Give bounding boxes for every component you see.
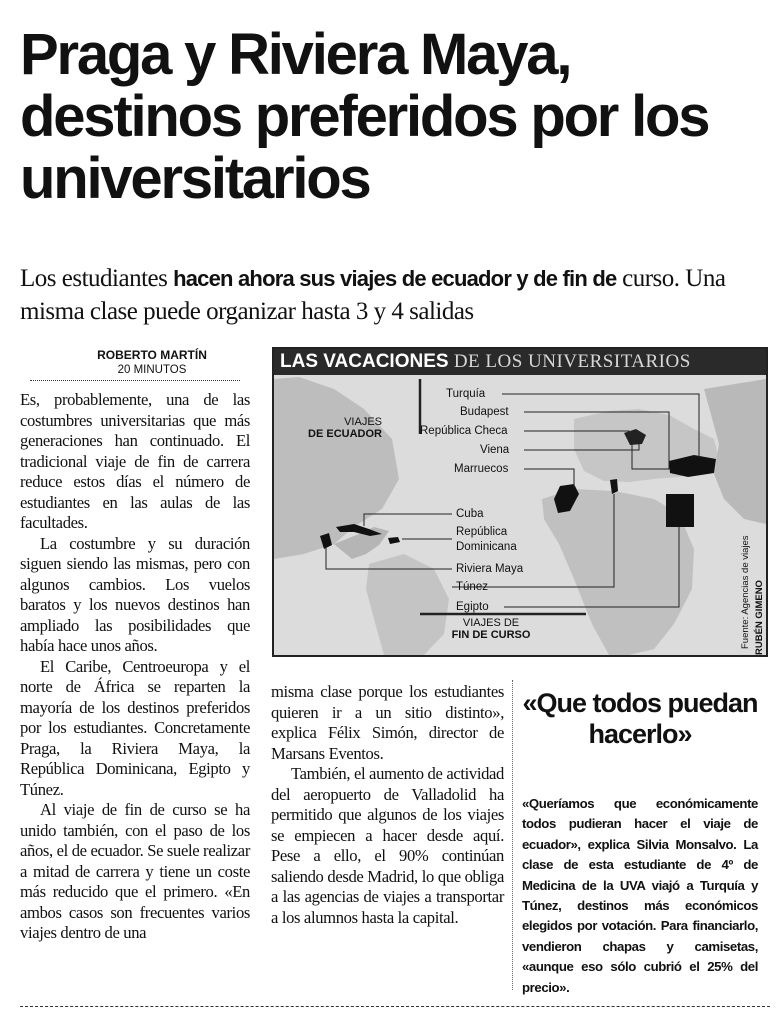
map-egypt — [666, 494, 694, 527]
byline-outlet: 20 MINUTOS — [117, 364, 187, 376]
subhead-part1: Los estudiantes — [20, 265, 174, 292]
destination-label: Cuba — [456, 508, 484, 520]
leader-marruecos — [524, 469, 574, 487]
map-dominican-republic — [388, 537, 400, 544]
source-note: Fuente: Agencias de viajes — [740, 535, 751, 649]
paragraph: El Caribe, Centroeuropa y el norte de África se reparten la mayoría de los destinos preferidos por los estudiantes. Concretamente Praga, la Riviera Maya, la República Dominicana, Egipto y Túnez. — [20, 656, 250, 799]
group-label-line: VIAJES DE — [462, 617, 520, 629]
subheadline — [20, 262, 770, 328]
group-label-line: FIN DE CURSO — [451, 629, 531, 641]
paragraph: La costumbre y su duración siguen siendo las mismas, pero con algunos cambios. Los vuelos baratos y los nuevos destinos han ampliado las posibilidades que había hace unos años. — [20, 533, 250, 655]
body-column-1 — [20, 390, 250, 944]
vacation-infographic — [272, 347, 768, 657]
paragraph: También, el aumento de actividad del aeropuerto de Valladolid ha permitido que algunos de los viajes se empiecen a hacer desde aquí. Pese a ello, el 90% continúan saliendo desde Madrid, lo que obliga a las agencias de viajes a transportar a los alumnos hasta la capital. — [271, 764, 504, 927]
headline: Praga y Riviera Maya, destinos preferidos por los universitarios — [20, 22, 709, 211]
paragraph: misma clase porque los estudiantes quieren ir a un sitio distinto», explica Félix Simón, director de Marsans Eventos. — [271, 682, 504, 763]
group-label-fin-curso — [448, 617, 534, 641]
infographic-title-bold: LAS VACACIONES — [280, 351, 449, 372]
destination-label: Túnez — [456, 581, 488, 593]
byline-author: ROBERTO MARTÍN — [97, 348, 207, 362]
graphic-credit: RUBÉN GIMENO — [754, 580, 765, 655]
body-column-2 — [271, 682, 504, 928]
destination-label: Turquía — [446, 388, 486, 400]
subhead-bold: hacen ahora sus viajes de ecuador y de fin de — [173, 266, 617, 291]
group-label-line: VIAJES — [344, 416, 382, 428]
column-rule — [512, 680, 513, 990]
paragraph: Al viaje de fin de curso se ha unido también, con el paso de los años, el de ecuador. Se suele realizar a mitad de carrera y tiene un coste más reducido que el primero. «En ambos casos son frecuentes varios viajes dentro de una — [20, 800, 250, 942]
group-label-line: DE ECUADOR — [308, 428, 382, 440]
bottom-rule — [20, 1006, 770, 1007]
pullquote-title: «Que todos puedan hacerlo» — [522, 688, 758, 749]
destination-label: Egipto — [456, 601, 489, 613]
destination-label: Riviera Maya — [456, 563, 524, 575]
infographic-title-light: DE LOS UNIVERSITARIOS — [448, 351, 691, 372]
destination-label: Marruecos — [454, 463, 509, 475]
world-map — [274, 349, 766, 655]
infographic-title — [274, 349, 766, 375]
subhead-part2: curso. Una misma clase puede organizar hasta 3 y 4 salidas — [20, 265, 726, 325]
group-label-ecuador — [296, 416, 382, 440]
paragraph: Es, probablemente, una de las costumbres universitarias que más generaciones han continuado. El tradicional viaje de fin de carrera reduce estos días el número de estudiantes en las aulas de las facultades. — [20, 390, 250, 532]
destination-label: República Checa — [420, 425, 508, 437]
byline — [20, 347, 260, 377]
byline-rule — [30, 380, 240, 381]
pullquote-text: «Queríamos que económicamente todos pudieran hacer el viaje de ecuador», explica Silvia Monsalvo. La clase de esta estudiante de 4º de Medicina de la UVA viajó a Turquía y Túnez, destinos más económicos elegidos por votación. Para financiarlo, vendieron chapas y camisetas, «aunque eso sólo cubrió el 25% del precio». — [522, 796, 758, 995]
leader-cuba — [364, 514, 452, 526]
destination-label: Viena — [480, 444, 510, 456]
destination-label: Dominicana — [456, 541, 517, 553]
destination-label: Budapest — [460, 406, 509, 418]
destination-label: República — [456, 526, 508, 538]
